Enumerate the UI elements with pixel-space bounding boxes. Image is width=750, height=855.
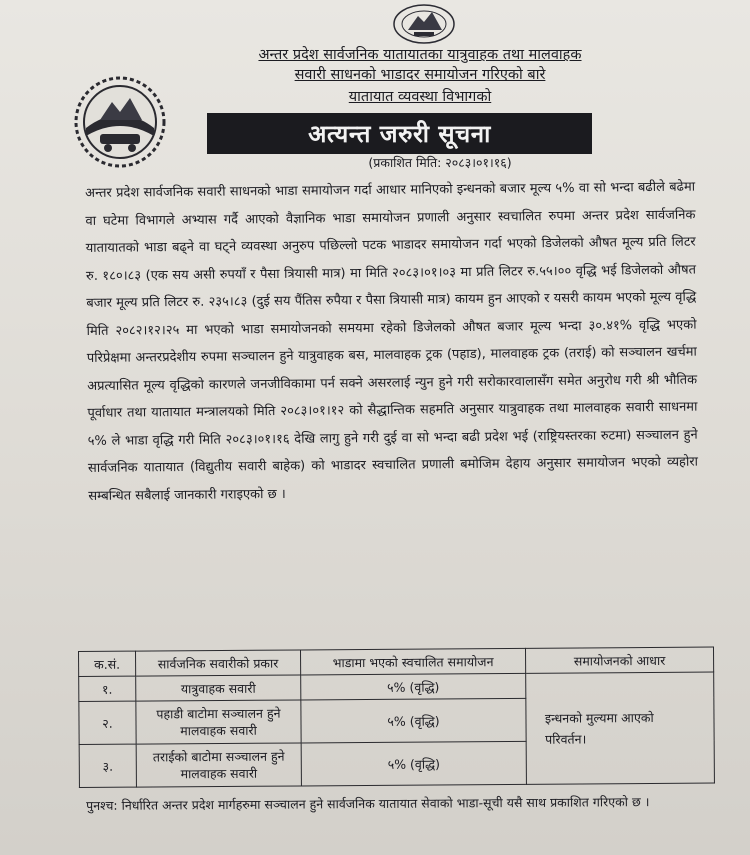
notice-body: अन्तर प्रदेश सार्वजनिक सवारी साधनको भाडा समायोजन गर्दा आधार मानिएको इन्धनको बजार मूल्य ५% वा सो भन्दा बढीले बढेमा वा घटेमा विभागले अभ्यास गर्दै आएको वैज्ञानिक भाडा समायोजन प्रणाली अनुसार स्वचालित रुपमा अन्तर प्रदेश सार्वजनिक यातायातको भाडा बढ्ने वा घट्ने व्यवस्था अनुरुप पछिल्लो पटक भाडादर समायोजन गर्दा भएको डिजेलको औषत मूल्य प्रति लिटर रु. १८०।८३ (एक सय असी रुपयाँ र पैसा त्रियासी मात्र) मा मिति २०८३।०१।०३ मा प्रति लिटर रु.५५।०० वृद्धि भई डिजेलको औषत बजार मूल्य प्रति लिटर रु. २३५।८३ (दुई सय पैंतिस रुपैया र पैसा त्रियासी मात्र) कायम हुन आएको र यसरी कायम भएको मूल्य वृद्धि मिति २०८२।१२।२५ मा भएको भाडा समायोजनको समयमा रहेको डिजेलको औषत बजार मूल्य भन्दा ३०.४१% वृद्धि भएको परिप्रेक्षमा अन्तरप्रदेशीय रुपमा सञ्चालन हुने यात्रुवाहक बस, मालवाहक ट्रक (पहाड), मालवाहक ट्रक (तराई) को सञ्चालन खर्चमा अप्रत्यासित मूल्य वृद्धिको कारणले जनजीविकामा पर्न सक्ने असरलाई न्युन हुने गरी सरोकारवालासँग समेत अनुरोध गरी श्री भौतिक पूर्वाधार तथा यातायात मन्त्रालयको मिति २०८३।०१।१२ को सैद्धान्तिक सहमति अनुसार यात्रुवाहक तथा मालवाहक सवारी साधनमा ५% ले भाडा वृद्धि गरी मिति २०८३।०१।१६ देखि लागु हुने गरी दुई वा सो भन्दा बढी प्रदेश भई (राष्ट्रियस्तरका रुटमा) सञ्चालन हुने सार्वजनिक यातायात (विद्युतीय सवारी बाहेक) को भाडादर स्वचालित प्रणाली बमोजिम देहाय अनुसार समायोजन भएको व्यहोरा सम्बन्धित सबैलाई जानकारी गराइएको छ । xyxy=(85,179,699,504)
heading-line-2: सवारी साधनको भाडादर समायोजन गरिएको बारे xyxy=(294,67,546,83)
postscript-note: पुनश्च: निर्धारित अन्तर प्रदेश मार्गहरुमा सञ्चालन हुने सार्वजनिक यातायात सेवाको भाडा-सूची यसै साथ प्रकाशित गरिएको छ । xyxy=(86,794,650,813)
col-vehicle-type: सार्वजनिक सवारीको प्रकार xyxy=(136,650,301,676)
col-adjustment: भाडामा भएको स्वचालित समायोजन xyxy=(300,648,525,675)
basis-cell xyxy=(526,672,715,784)
row-adjustment: ५% (वृद्धि) xyxy=(301,741,526,786)
col-sn: क.सं. xyxy=(79,651,136,676)
department-logo xyxy=(70,72,170,172)
row-sn: २. xyxy=(79,701,136,744)
row-type: पहाडी बाटोमा सञ्चालन हुने मालवाहक सवारी xyxy=(136,700,301,744)
row-type: यात्रुवाहक सवारी xyxy=(136,675,301,701)
government-emblem xyxy=(388,2,460,44)
urgent-notice-banner xyxy=(207,113,592,154)
heading-line-1: अन्तर प्रदेश सार्वजनिक यातायातका यात्रुवाहक तथा मालवाहक xyxy=(258,47,582,63)
row-adjustment: ५% (वृद्धि) xyxy=(301,698,526,743)
row-sn: १. xyxy=(79,676,136,701)
basis-text: इन्धनको मुल्यमा आएको परिवर्तन। xyxy=(544,709,654,747)
banner-title: अत्यन्त जरुरी सूचना xyxy=(308,120,491,148)
col-basis: समायोजनको आधार xyxy=(525,647,713,673)
heading-line-3: यातायात व्यवस्था विभागको xyxy=(348,89,492,105)
row-sn: ३. xyxy=(79,744,136,787)
table-row xyxy=(79,672,714,701)
fare-adjustment-table xyxy=(78,647,715,788)
row-type: तराईको बाटोमा सञ्चालन हुने मालवाहक सवारी xyxy=(136,743,301,787)
published-date: (प्रकाशित मिति: २०८३।०१।१६) xyxy=(368,155,512,170)
row-adjustment: ५% (वृद्धि) xyxy=(301,673,526,700)
